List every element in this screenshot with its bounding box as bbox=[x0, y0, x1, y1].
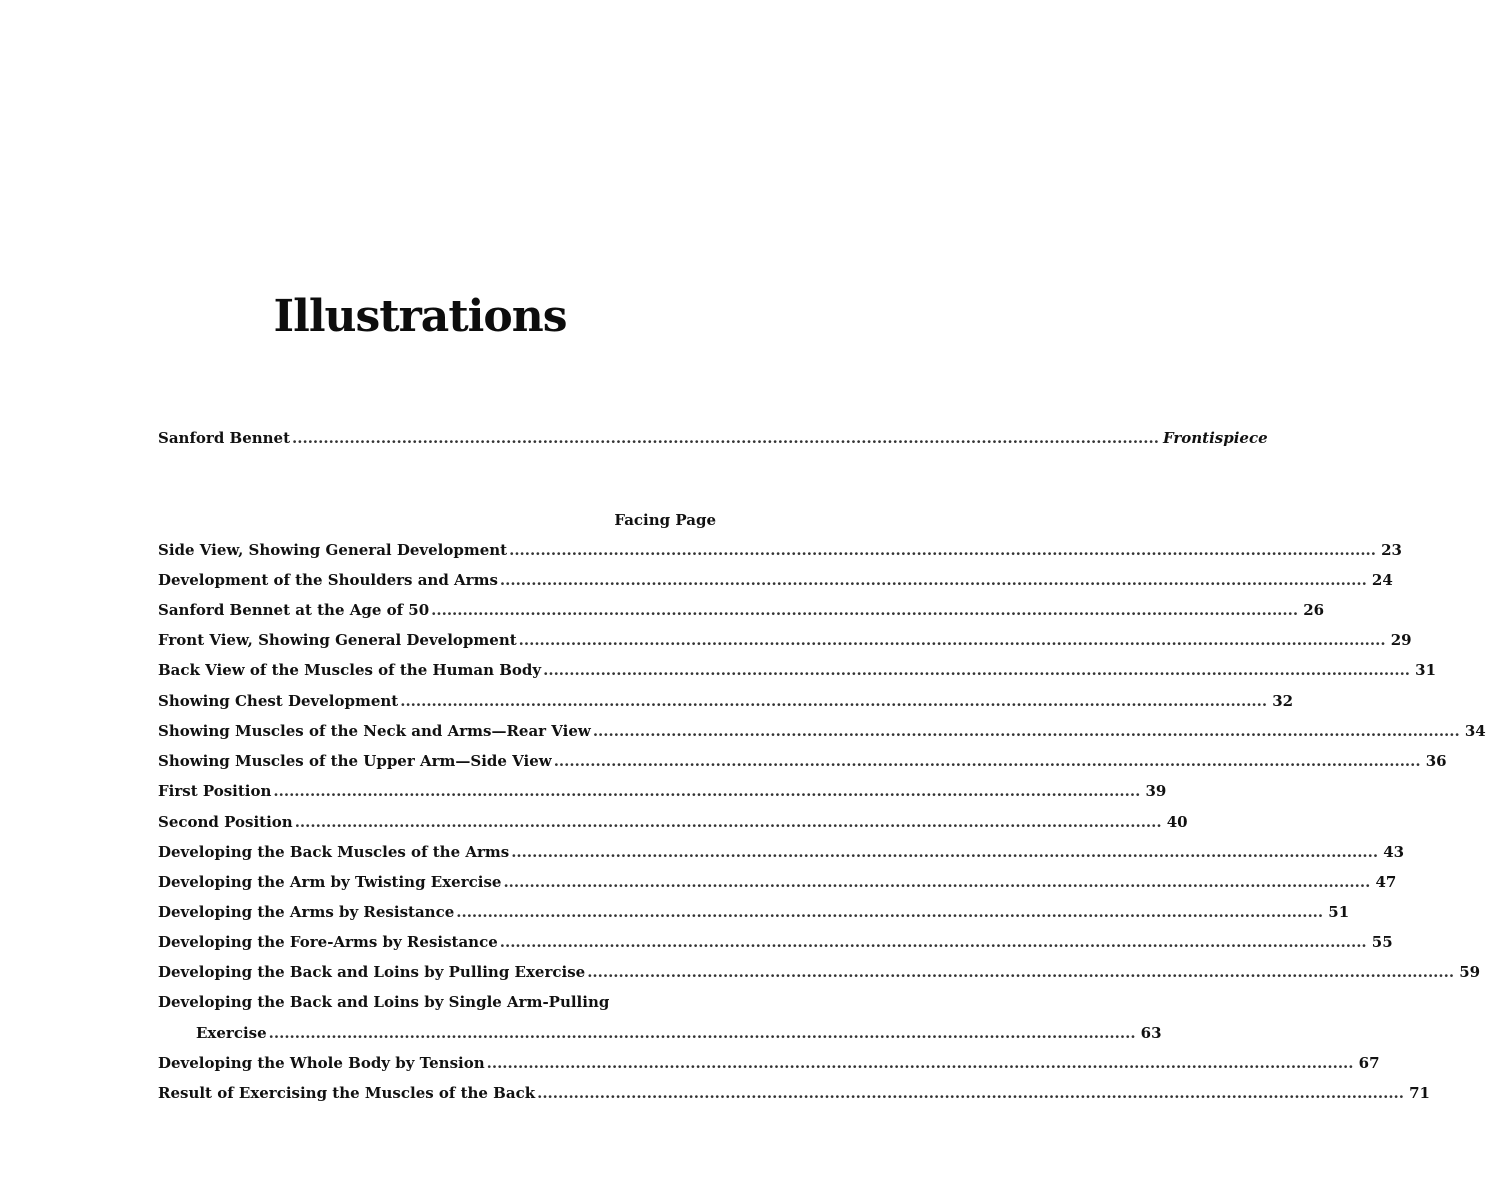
entry-label: First Position bbox=[158, 782, 272, 800]
entry-label: Front View, Showing General Development bbox=[158, 631, 517, 649]
list-item bbox=[158, 566, 1393, 594]
list-item bbox=[158, 656, 1437, 684]
dot-leader: ...................................................................................................................................................................... bbox=[503, 873, 1371, 891]
list-item bbox=[158, 777, 1167, 805]
entry-page: 43 bbox=[1383, 843, 1405, 861]
dot-leader: ...................................................................................................................................................................... bbox=[511, 843, 1379, 861]
entry-label: Exercise bbox=[196, 1024, 267, 1042]
dot-leader: ...................................................................................................................................................................... bbox=[543, 661, 1411, 679]
dot-leader: ...................................................................................................................................................................... bbox=[273, 782, 1141, 800]
entry-label: Second Position bbox=[158, 813, 293, 831]
entry-page: 67 bbox=[1358, 1054, 1380, 1072]
entry-page: 63 bbox=[1140, 1024, 1162, 1042]
page-title: Illustrations bbox=[273, 291, 567, 342]
dot-leader: ...................................................................................................................................................................... bbox=[592, 722, 1460, 740]
entry-label: Result of Exercising the Muscles of the Back bbox=[158, 1084, 536, 1102]
dot-leader: ...................................................................................................................................................................... bbox=[431, 601, 1299, 619]
wrapped-entry-line2 bbox=[196, 1019, 1162, 1047]
list-item bbox=[158, 626, 1412, 654]
frontispiece-entry bbox=[158, 424, 1268, 452]
entry-label: Back View of the Muscles of the Human Body bbox=[158, 661, 542, 679]
list-item bbox=[158, 536, 1402, 564]
dot-leader: ...................................................................................................................................................................... bbox=[509, 541, 1376, 559]
entry-page: 47 bbox=[1375, 873, 1397, 891]
dot-leader: ...................................................................................................................................................................... bbox=[456, 903, 1324, 921]
list-item bbox=[158, 928, 1393, 956]
dot-leader: ...................................................................................................................................................................... bbox=[518, 631, 1386, 649]
list-item bbox=[158, 1079, 1430, 1107]
entry-page: 23 bbox=[1381, 541, 1402, 559]
dot-leader: ...................................................................................................................................................................... bbox=[587, 963, 1455, 981]
entry-page: 34 bbox=[1464, 722, 1486, 740]
entry-page: 26 bbox=[1303, 601, 1325, 619]
dot-leader: ...................................................................................................................................................................... bbox=[537, 1084, 1404, 1102]
entry-label: Showing Muscles of the Neck and Arms—Rear View bbox=[158, 722, 591, 740]
entry-label: Showing Muscles of the Upper Arm—Side View bbox=[158, 752, 552, 770]
list-item bbox=[158, 868, 1397, 896]
entry-page: 32 bbox=[1272, 692, 1294, 710]
entry-page: 71 bbox=[1409, 1084, 1430, 1102]
entry-page: 55 bbox=[1371, 933, 1393, 951]
wrapped-entry-line1: Developing the Back and Loins by Single Arm-Pulling bbox=[158, 993, 610, 1011]
list-item bbox=[158, 808, 1188, 836]
list-item bbox=[158, 898, 1350, 926]
entry-page: 51 bbox=[1328, 903, 1350, 921]
list-item bbox=[158, 717, 1486, 745]
entry-label: Developing the Arm by Twisting Exercise bbox=[158, 873, 502, 891]
dot-leader: ...................................................................................................................................................................... bbox=[499, 933, 1367, 951]
entry-label: Developing the Back Muscles of the Arms bbox=[158, 843, 510, 861]
entry-label: Developing the Arms by Resistance bbox=[158, 903, 455, 921]
list-item bbox=[158, 747, 1447, 775]
dot-leader: ...................................................................................................................................................................... bbox=[268, 1024, 1136, 1042]
entry-label: Developing the Whole Body by Tension bbox=[158, 1054, 485, 1072]
dot-leader: ...................................................................................................................................................................... bbox=[486, 1054, 1354, 1072]
entry-label: Developing the Back and Loins by Pulling Exercise bbox=[158, 963, 586, 981]
dot-leader: ...................................................................................................................................................................... bbox=[294, 813, 1162, 831]
entry-label: Showing Chest Development bbox=[158, 692, 399, 710]
entry-page: 29 bbox=[1390, 631, 1412, 649]
entry-page: 40 bbox=[1166, 813, 1188, 831]
dot-leader: ...................................................................................................................................................................... bbox=[400, 692, 1268, 710]
dot-leader: ...................................................................................................................................................................... bbox=[292, 429, 1159, 447]
dot-leader: ...................................................................................................................................................................... bbox=[553, 752, 1421, 770]
entry-label: Developing the Fore-Arms by Resistance bbox=[158, 933, 498, 951]
entry-page: 39 bbox=[1145, 782, 1167, 800]
entry-label: Development of the Shoulders and Arms bbox=[158, 571, 498, 589]
entry-page: 31 bbox=[1415, 661, 1437, 679]
list-item bbox=[158, 596, 1325, 624]
frontispiece-label: Sanford Bennet bbox=[158, 429, 291, 447]
list-item bbox=[158, 687, 1294, 715]
entry-label: Side View, Showing General Development bbox=[158, 541, 508, 559]
entry-page: 24 bbox=[1371, 571, 1393, 589]
list-item bbox=[158, 958, 1481, 986]
list-item bbox=[158, 1049, 1380, 1077]
list-item bbox=[158, 838, 1405, 866]
entry-page: 36 bbox=[1425, 752, 1447, 770]
entry-page: 59 bbox=[1459, 963, 1481, 981]
frontispiece-page: Frontispiece bbox=[1162, 429, 1268, 447]
dot-leader: ...................................................................................................................................................................... bbox=[499, 571, 1367, 589]
facing-page-header: Facing Page bbox=[614, 511, 716, 529]
entry-label: Sanford Bennet at the Age of 50 bbox=[158, 601, 430, 619]
